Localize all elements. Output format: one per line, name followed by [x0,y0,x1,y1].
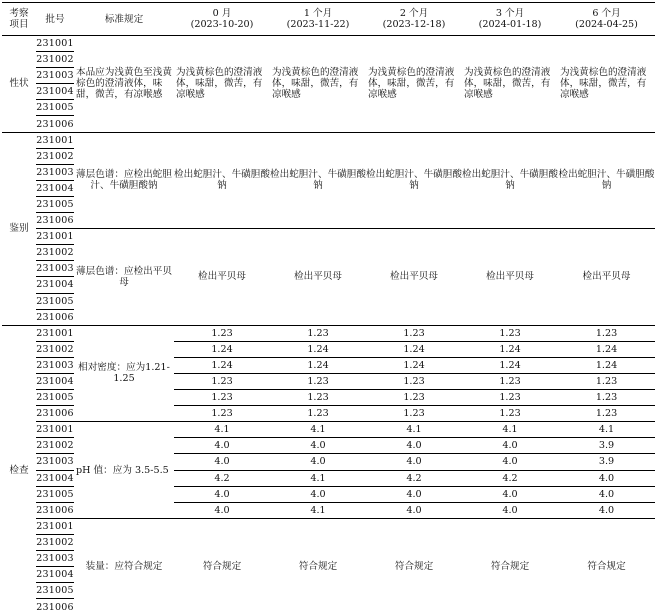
result-cell: 符合规定 [174,518,270,615]
density-value: 1.23 [462,325,558,341]
standard-fill: 装量：应符合规定 [74,518,174,615]
batch-cell: 231006 [36,116,74,132]
ph-value: 4.0 [174,502,270,518]
batch-cell: 231004 [36,567,74,583]
header-timepoint [174,3,270,36]
result-cell: 为浅黄棕色的澄清液体，味甜，微苦，有凉喉感 [462,36,558,133]
density-value: 1.23 [270,406,366,422]
standard-tlc-2: 薄层色谱：应检出平贝母 [74,229,174,326]
result-cell: 检出蛇胆汁、牛磺胆酸钠 [366,132,462,229]
density-value: 1.24 [366,357,462,373]
density-value: 1.24 [174,341,270,357]
result-cell: 为浅黄棕色的澄清液体，味甜，微苦，有凉喉感 [366,36,462,133]
result-cell: 符合规定 [270,518,366,615]
density-value: 1.23 [558,325,655,341]
density-value: 1.23 [462,390,558,406]
batch-cell: 231005 [36,100,74,116]
ph-value: 4.0 [366,486,462,502]
batch-cell: 231005 [36,486,74,502]
batch-cell: 231002 [36,52,74,68]
batch-cell: 231003 [36,261,74,277]
ph-value: 3.9 [558,438,655,454]
table-row [2,36,655,52]
result-cell: 为浅黄棕色的澄清液体，味甜，微苦，有凉喉感 [270,36,366,133]
header-item: 考察项目 [2,3,36,36]
batch-cell: 231002 [36,341,74,357]
ph-value: 4.0 [462,438,558,454]
density-value: 1.24 [558,357,655,373]
density-value: 1.24 [558,341,655,357]
result-cell: 符合规定 [558,518,655,615]
header-row [2,3,655,36]
batch-cell: 231003 [36,551,74,567]
result-cell: 检出平贝母 [366,229,462,326]
standard-tlc-1: 薄层色谱：应检出蛇胆汁、牛磺胆酸钠 [74,132,174,229]
density-value: 1.24 [270,357,366,373]
density-value: 1.23 [174,390,270,406]
section-label-appearance: 性状 [2,36,36,133]
batch-cell: 231005 [36,293,74,309]
density-value: 1.23 [462,406,558,422]
batch-cell: 231004 [36,180,74,196]
batch-cell: 231004 [36,373,74,389]
ph-value: 3.9 [558,454,655,470]
ph-value: 4.0 [366,454,462,470]
density-value: 1.24 [462,357,558,373]
batch-cell: 231002 [36,148,74,164]
ph-value: 4.1 [270,470,366,486]
timepoint-label: 1 个月 [303,8,333,19]
timepoint-label: 3 个月 [495,8,525,19]
density-value: 1.24 [270,341,366,357]
ph-value: 4.0 [270,486,366,502]
ph-value: 4.0 [366,502,462,518]
timepoint-date: (2024-01-18) [478,19,542,30]
standard-ph: pH 值：应为 3.5-5.5 [74,422,174,519]
ph-value: 4.1 [270,502,366,518]
batch-cell: 231006 [36,599,74,615]
ph-value: 4.0 [174,486,270,502]
result-cell: 为浅黄棕色的澄清液体，味甜，微苦，有凉喉感 [558,36,655,133]
header-standard: 标准规定 [74,3,174,36]
density-value: 1.23 [558,373,655,389]
ph-value: 4.2 [462,470,558,486]
batch-cell: 231005 [36,196,74,212]
density-value: 1.23 [558,406,655,422]
batch-cell: 231004 [36,277,74,293]
batch-cell: 231003 [36,357,74,373]
density-value: 1.23 [270,325,366,341]
ph-value: 4.0 [366,438,462,454]
section-label-identification: 鉴别 [2,132,36,325]
batch-cell: 231006 [36,502,74,518]
ph-value: 4.0 [462,454,558,470]
density-value: 1.23 [366,325,462,341]
density-value: 1.24 [174,357,270,373]
result-cell: 检出平贝母 [462,229,558,326]
ph-value: 4.0 [462,486,558,502]
batch-cell: 231006 [36,213,74,229]
result-cell: 检出蛇胆汁、牛磺胆酸钠 [558,132,655,229]
header-timepoint [558,3,655,36]
result-cell: 为浅黄棕色的澄清液体，味甜，微苦，有凉喉感 [174,36,270,133]
ph-value: 4.0 [270,454,366,470]
density-value: 1.24 [366,341,462,357]
density-value: 1.23 [174,406,270,422]
table-row [2,422,655,438]
batch-cell: 231003 [36,454,74,470]
table-row [2,229,655,245]
batch-cell: 231003 [36,164,74,180]
ph-value: 4.0 [174,454,270,470]
header-batch: 批号 [36,3,74,36]
ph-value: 4.2 [174,470,270,486]
ph-value: 4.1 [270,422,366,438]
density-value: 1.23 [558,390,655,406]
density-value: 1.23 [270,390,366,406]
result-cell: 检出蛇胆汁、牛磺胆酸钠 [174,132,270,229]
batch-cell: 231002 [36,438,74,454]
batch-cell: 231001 [36,518,74,534]
timepoint-label: 2 个月 [399,8,429,19]
ph-value: 4.0 [558,486,655,502]
batch-cell: 231006 [36,309,74,325]
standard-density: 相对密度：应为1.21-1.25 [74,325,174,422]
batch-cell: 231002 [36,534,74,550]
density-value: 1.23 [174,325,270,341]
header-timepoint [270,3,366,36]
table-row [2,325,655,341]
density-value: 1.23 [366,373,462,389]
ph-value: 4.0 [462,502,558,518]
timepoint-date: (2024-04-25) [575,19,638,30]
density-value: 1.23 [366,390,462,406]
result-cell: 检出平贝母 [174,229,270,326]
timepoint-label: 6 个月 [592,8,621,19]
batch-cell: 231006 [36,406,74,422]
timepoint-date: (2023-12-18) [382,19,446,30]
ph-value: 4.0 [558,502,655,518]
timepoint-label: 0 月 [212,8,232,19]
batch-cell: 231001 [36,229,74,245]
timepoint-date: (2023-11-22) [286,19,350,30]
table-row [2,518,655,534]
section-label-inspection: 检查 [2,325,36,615]
ph-value: 4.1 [366,422,462,438]
density-value: 1.24 [462,341,558,357]
ph-value: 4.0 [558,470,655,486]
density-value: 1.23 [270,373,366,389]
batch-cell: 231001 [36,422,74,438]
density-value: 1.23 [462,373,558,389]
result-cell: 检出平贝母 [270,229,366,326]
batch-cell: 231004 [36,84,74,100]
density-value: 1.23 [366,406,462,422]
result-cell: 符合规定 [366,518,462,615]
ph-value: 4.0 [270,438,366,454]
header-timepoint [462,3,558,36]
density-value: 1.23 [174,373,270,389]
batch-cell: 231001 [36,36,74,52]
standard-appearance: 本品应为浅黄色至浅黄棕色的澄清液体，味甜，微苦，有凉喉感 [74,36,174,133]
stability-table [2,2,655,615]
batch-cell: 231002 [36,245,74,261]
ph-value: 4.1 [174,422,270,438]
table-row [2,132,655,148]
ph-value: 4.0 [174,438,270,454]
timepoint-date: (2023-10-20) [190,19,254,30]
batch-cell: 231001 [36,132,74,148]
batch-cell: 231005 [36,390,74,406]
ph-value: 4.1 [462,422,558,438]
batch-cell: 231005 [36,583,74,599]
result-cell: 检出蛇胆汁、牛磺胆酸钠 [270,132,366,229]
batch-cell: 231003 [36,68,74,84]
result-cell: 检出平贝母 [558,229,655,326]
result-cell: 检出蛇胆汁、牛磺胆酸钠 [462,132,558,229]
ph-value: 4.2 [366,470,462,486]
batch-cell: 231004 [36,470,74,486]
header-timepoint [366,3,462,36]
ph-value: 4.1 [558,422,655,438]
batch-cell: 231001 [36,325,74,341]
result-cell: 符合规定 [462,518,558,615]
